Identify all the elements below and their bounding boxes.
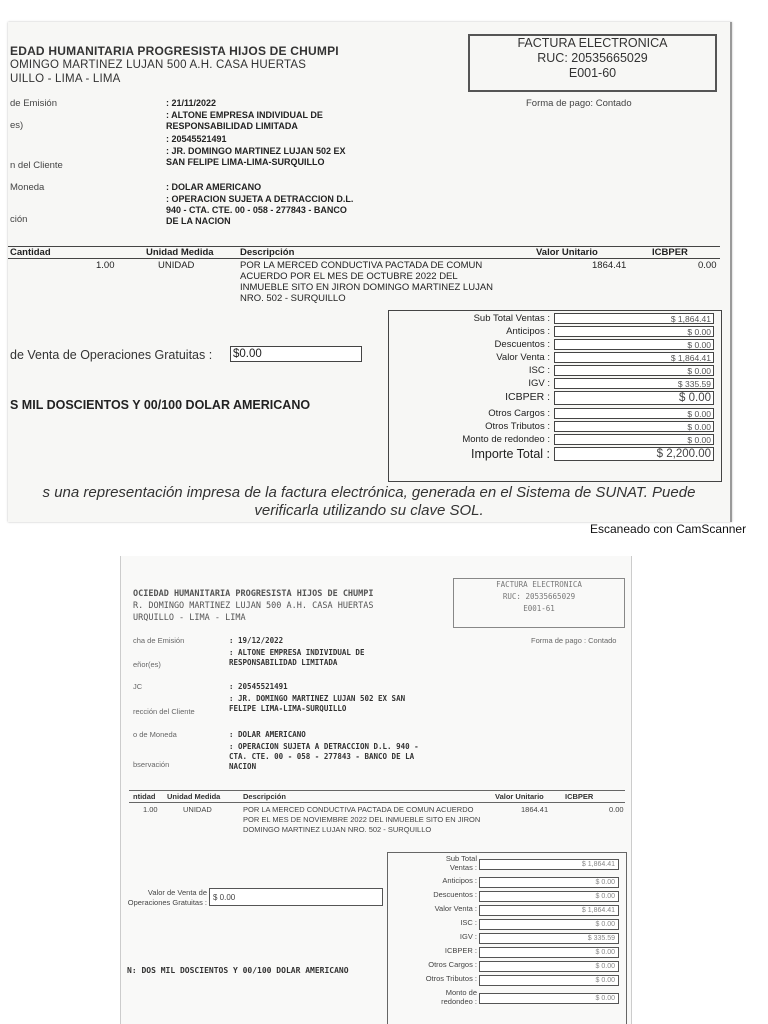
issuer-address: R. DOMINGO MARTINEZ LUJAN 500 A.H. CASA HUERTAS — [133, 601, 374, 611]
row-unit-value: 1864.41 — [521, 805, 549, 814]
field-label: rección del Cliente — [133, 707, 195, 716]
row-description: POR LA MERCED CONDUCTIVA PACTADA DE COMUN ACUERDO POR EL MES DE OCTUBRE 2022 DEL INMUEBLE SITO EN JIRON DOMINGO MARTINEZ LUJAN NRO. 502 - SURQUILLO — [240, 260, 494, 304]
totals-value: $ 1,864.41 — [479, 905, 619, 916]
totals-value: $ 0.00 — [554, 365, 714, 376]
totals-value: $ 335.59 — [554, 378, 714, 389]
totals-value: $ 0.00 — [554, 421, 714, 432]
invoice-id-box — [453, 578, 625, 628]
divider — [129, 802, 625, 803]
totals-row — [387, 904, 623, 918]
totals-label: Monto de redondeo : — [462, 434, 550, 445]
totals-label: ISC : — [460, 918, 477, 927]
totals-row — [387, 854, 623, 876]
gratuitas-label: Valor de Venta de Operaciones Gratuitas : — [127, 888, 207, 907]
totals-value: $ 1,864.41 — [554, 313, 714, 324]
field-value: : 19/12/2022 — [229, 636, 284, 645]
row-icbper: 0.00 — [698, 260, 717, 271]
divider — [8, 258, 720, 259]
invoice-number: E001-61 — [523, 604, 555, 613]
legal-note — [8, 484, 730, 520]
totals-label: Valor Venta : — [434, 904, 477, 913]
totals-label: Monto de redondeo : — [441, 988, 477, 1006]
issuer-city: UILLO - LIMA - LIMA — [10, 73, 121, 85]
totals-value: $ 0.00 — [479, 919, 619, 930]
totals-value: $ 2,200.00 — [554, 447, 714, 461]
field-value: : DOLAR AMERICANO — [166, 182, 262, 192]
totals-row — [387, 988, 623, 1010]
invoice-type: FACTURA ELECTRONICA — [517, 36, 668, 50]
totals-row — [388, 447, 718, 465]
totals-row — [388, 408, 718, 421]
totals-row — [387, 890, 623, 904]
field-label: JC — [133, 682, 143, 691]
totals-row — [387, 876, 623, 890]
totals-row — [387, 932, 623, 946]
field-label: cha de Emisión — [133, 636, 185, 645]
field-value: : 20545521491 — [229, 682, 288, 691]
field-value: : OPERACION SUJETA A DETRACCION D.L. 940 - CTA. CTE. 00 - 058 - 277843 - BANCO DE LA NACION — [229, 742, 419, 771]
totals-row — [387, 960, 623, 974]
issuer-name: EDAD HUMANITARIA PROGRESISTA HIJOS DE CHUMPI — [10, 44, 339, 58]
invoice-scan-1 — [8, 22, 732, 522]
row-qty: 1.00 — [143, 805, 158, 814]
field-value: : ALTONE EMPRESA INDIVIDUAL DE RESPONSABILIDAD LIMITADA — [166, 110, 323, 131]
totals-value: $ 1,864.41 — [554, 352, 714, 363]
field-value: : ALTONE EMPRESA INDIVIDUAL DE RESPONSABILIDAD LIMITADA — [229, 648, 365, 667]
col-header-desc: Descripción — [243, 792, 286, 801]
totals-value: $ 0.00 — [554, 434, 714, 445]
totals-row — [388, 434, 718, 447]
totals-label: ISC : — [528, 365, 550, 376]
invoice-type: FACTURA ELECTRONICA — [496, 580, 582, 589]
field-label: ción — [10, 214, 28, 225]
totals-row — [388, 365, 718, 378]
totals-label: Otros Cargos : — [428, 960, 477, 969]
row-unit-value: 1864.41 — [592, 260, 627, 271]
totals-row — [388, 378, 718, 391]
totals-label: Valor Venta : — [496, 352, 550, 363]
field-label: es) — [10, 120, 24, 131]
field-value: : 21/11/2022 — [166, 98, 217, 108]
totals-row — [387, 974, 623, 988]
totals-label: Sub Total Ventas : — [473, 313, 550, 324]
col-header-icbper: ICBPER — [565, 792, 594, 801]
totals-value: $ 0.00 — [479, 947, 619, 958]
totals-row — [388, 421, 718, 434]
row-icbper: 0.00 — [609, 805, 624, 814]
row-qty: 1.00 — [96, 260, 115, 271]
legal-note-line-2: verificarla utilizando su clave SOL. — [254, 502, 484, 519]
col-header-unit: Unidad Medida — [167, 792, 221, 801]
totals-label: Descuentos : — [494, 339, 550, 350]
gratuitas-label: de Venta de Operaciones Gratuitas : — [10, 348, 213, 362]
field-label: o de Moneda — [133, 730, 177, 739]
field-label: Moneda — [10, 182, 45, 193]
col-header-unit-value: Valor Unitario — [495, 792, 544, 801]
totals-value: $ 0.00 — [479, 891, 619, 902]
issuer-name: OCIEDAD HUMANITARIA PROGRESISTA HIJOS DE CHUMPI — [133, 589, 374, 599]
col-header-qty: ntidad — [133, 792, 156, 801]
totals-label: IGV : — [528, 378, 550, 389]
invoice-id-box — [468, 34, 717, 92]
totals-value: $ 0.00 — [479, 877, 619, 888]
field-value: : JR. DOMINGO MARTINEZ LUJAN 502 EX SAN FELIPE LIMA-LIMA-SURQUILLO — [166, 146, 346, 167]
issuer-block — [133, 588, 453, 624]
totals-label: Descuentos : — [433, 890, 477, 899]
totals-value: $ 0.00 — [479, 975, 619, 986]
field-label: n del Cliente — [10, 160, 63, 171]
field-value: : DOLAR AMERICANO — [229, 730, 306, 739]
totals-value: $ 335.59 — [479, 933, 619, 944]
totals-label: Otros Tributos : — [425, 974, 477, 983]
totals-row — [388, 339, 718, 352]
payment-terms: Forma de pago: Contado — [526, 98, 632, 109]
totals-row — [388, 326, 718, 339]
divider — [129, 790, 625, 791]
totals-value: $ 0.00 — [554, 391, 714, 405]
amount-in-words: S MIL DOSCIENTOS Y 00/100 DOLAR AMERICANO — [10, 398, 311, 412]
gratuitas-value: $ 0.00 — [209, 888, 383, 906]
issuer-address: OMINGO MARTINEZ LUJAN 500 A.H. CASA HUERTAS — [10, 59, 307, 71]
row-unit: UNIDAD — [158, 260, 195, 271]
totals-row — [388, 352, 718, 365]
totals-value: $ 0.00 — [554, 326, 714, 337]
col-header-desc: Descripción — [240, 247, 295, 258]
totals-row — [387, 918, 623, 932]
totals-label: ICBPER : — [444, 946, 477, 955]
totals-label: IGV : — [459, 932, 477, 941]
totals-label: Anticipos : — [442, 876, 477, 885]
payment-terms: Forma de pago : Contado — [531, 636, 617, 645]
invoice-ruc: RUC: 20535665029 — [537, 51, 648, 65]
totals-label: Otros Tributos : — [485, 421, 550, 432]
invoice-scan-2 — [120, 556, 632, 1024]
totals-row — [388, 391, 718, 408]
legal-note-line-1: s una representación impresa de la factura electrónica, generada en el Sistema de SUNAT. Puede — [42, 484, 696, 501]
invoice-ruc: RUC: 20535665029 — [502, 592, 576, 601]
divider — [8, 246, 720, 247]
totals-value: $ 1,864.41 — [479, 859, 619, 870]
invoice-number: E001-60 — [568, 66, 617, 80]
camscanner-watermark: Escaneado con CamScanner — [590, 522, 747, 536]
totals-row — [387, 946, 623, 960]
totals-label: ICBPER : — [505, 391, 550, 403]
field-value: : OPERACION SUJETA A DETRACCION D.L. 940 - CTA. CTE. 00 - 058 - 277843 - BANCO DE LA NACION — [166, 194, 354, 226]
issuer-block — [10, 44, 430, 86]
field-value: : 20545521491 — [166, 134, 227, 144]
col-header-qty: Cantidad — [10, 247, 51, 258]
col-header-unit: Unidad Medida — [146, 247, 214, 258]
issuer-city: URQUILLO - LIMA - LIMA — [133, 613, 246, 623]
field-label: eñor(es) — [133, 660, 161, 669]
field-value: : JR. DOMINGO MARTINEZ LUJAN 502 EX SAN FELIPE LIMA-LIMA-SURQUILLO — [229, 694, 406, 713]
amount-in-words: N: DOS MIL DOSCIENTOS Y 00/100 DOLAR AMERICANO — [127, 966, 349, 975]
totals-label: Otros Cargos : — [488, 408, 550, 419]
totals-value: $ 0.00 — [479, 961, 619, 972]
totals-list — [387, 854, 623, 1010]
totals-value: $ 0.00 — [554, 408, 714, 419]
totals-value: $ 0.00 — [479, 993, 619, 1004]
col-header-icbper: ICBPER — [652, 247, 688, 258]
col-header-unit-value: Valor Unitario — [536, 247, 598, 258]
row-description: POR LA MERCED CONDUCTIVA PACTADA DE COMUN ACUERDO POR EL MES DE NOVIEMBRE 2022 DEL INMUEBLE SITO EN JIRON DOMINGO MARTINEZ LUJAN NRO. 502 - SURQUILLO — [243, 805, 481, 834]
field-label: de Emisión — [10, 98, 57, 109]
totals-list — [388, 313, 718, 465]
totals-value: $ 0.00 — [554, 339, 714, 350]
field-label: bservación — [133, 760, 170, 769]
row-unit: UNIDAD — [183, 805, 212, 814]
totals-row — [388, 313, 718, 326]
totals-label: Sub Total Ventas : — [445, 854, 477, 872]
totals-label: Anticipos : — [506, 326, 550, 337]
totals-label: Importe Total : — [471, 447, 550, 461]
gratuitas-value: $0.00 — [230, 346, 362, 362]
